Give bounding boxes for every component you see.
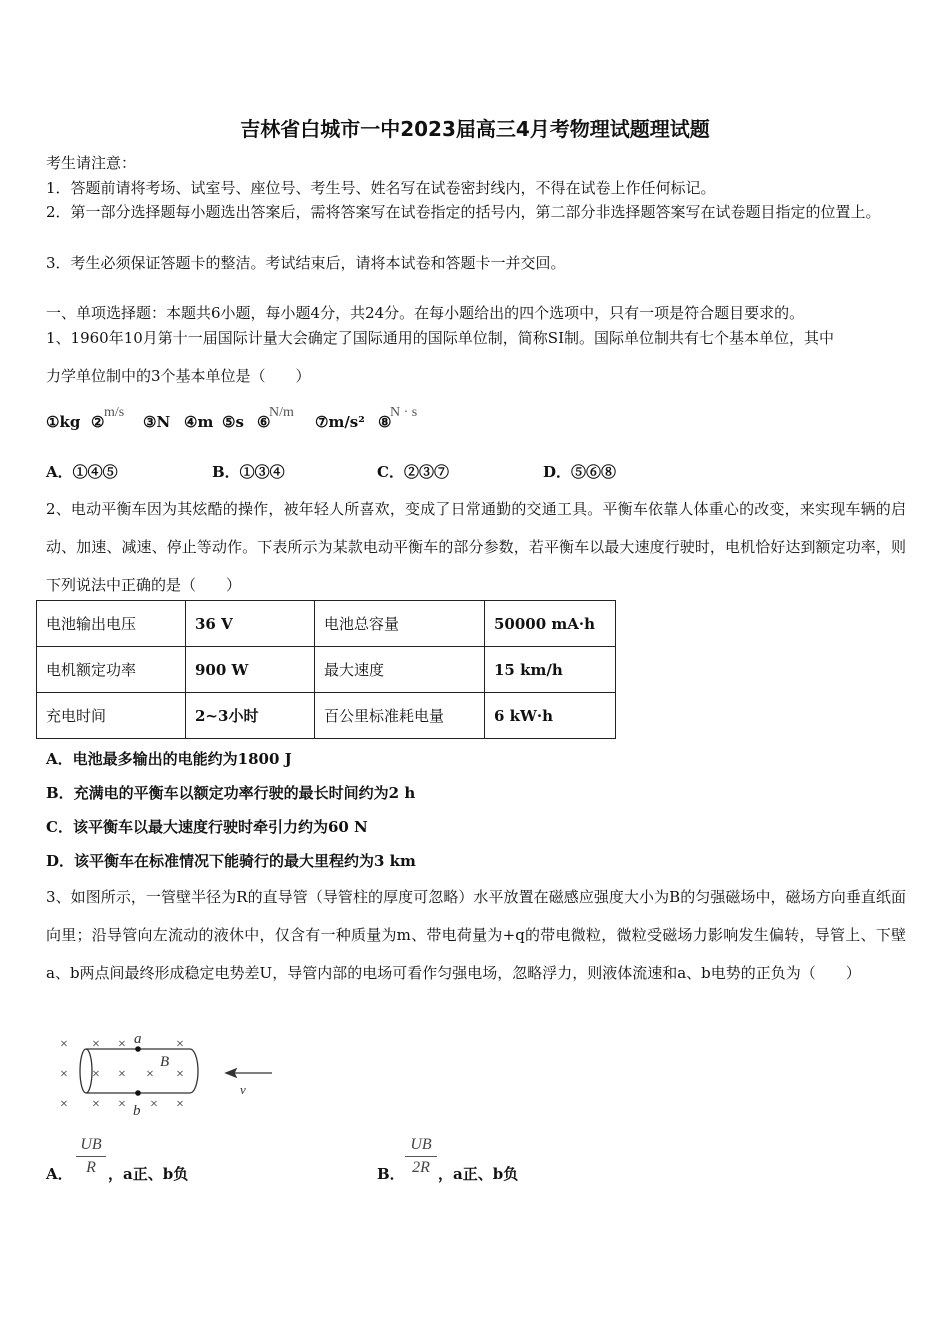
- section-heading: 一、单项选择题：本题共6小题，每小题4分，共24分。在每小题给出的四个选项中，只有一项是符合题目要求的。: [46, 304, 805, 322]
- velocity-arrow-icon: [226, 1069, 272, 1077]
- q1-option-c[interactable]: C．②③⑦: [377, 463, 449, 481]
- q3-option-a-letter[interactable]: A．: [46, 1165, 73, 1183]
- page-title: 吉林省白城市一中2023届高三4月考物理试题理试题: [240, 117, 710, 141]
- field-cross: ×: [60, 1037, 68, 1052]
- notice-heading: 考生请注意：: [46, 154, 137, 172]
- label-v: v: [240, 1082, 246, 1097]
- label-a: a: [134, 1031, 142, 1047]
- q3-option-a-formula: [76, 1134, 106, 1179]
- q2-option-a[interactable]: A．电池最多输出的电能约为1800 J: [46, 750, 292, 768]
- field-cross: ×: [118, 1037, 126, 1052]
- q2-text: 2、电动平衡车因为其炫酷的操作，被年轻人所喜欢，变成了日常通勤的交通工具。平衡车依靠人体重心的改变，来实现车辆的启动、加速、减速、停止等动作。下表所示为某款电动平衡车的部分参数，若平衡车以最大速度行驶时，电机恰好达到额定功率，则下列说法中正确的是（ ）: [46, 500, 906, 594]
- label-B: B: [160, 1054, 170, 1070]
- table-cell: 900 W: [186, 647, 315, 693]
- table-cell: 电机额定功率: [37, 647, 186, 693]
- q3-text: 3、如图所示，一管壁半径为R的直导管（导管柱的厚度可忽略）水平放置在磁感应强度大小为B的匀强磁场中，磁场方向垂直纸面向里；沿导管向左流动的液休中，仅含有一种质量为m、带电荷量为+q的带电微粒，微粒受磁场力影响发生偏转，导管上、下壁a、b两点间最终形成稳定电势差U，导管内部的电场可看作匀强电场，忽略浮力，则液体流速和a、b电势的正负为（ ）: [46, 888, 906, 982]
- magnetic-field-diagram: [50, 1028, 290, 1124]
- table-row: [37, 647, 616, 693]
- table-cell: 百公里标准耗电量: [315, 693, 485, 739]
- q1-unit: ⑦m/s²: [315, 413, 365, 431]
- notice-item: 2．第一部分选择题每小题选出答案后，需将答案写在试卷指定的括号内，第二部分非选择题答案写在试卷题目指定的位置上。: [46, 203, 881, 221]
- formula-numerator: UB: [76, 1134, 106, 1157]
- q3-option-b-suffix: ，a正、b负: [438, 1165, 519, 1183]
- table-cell: 电池总容量: [315, 601, 485, 647]
- table-row: [37, 601, 616, 647]
- table-cell: 2~3小时: [186, 693, 315, 739]
- notice-item: 1．答题前请将考场、试室号、座位号、考生号、姓名写在试卷密封线内，不得在试卷上作任何标记。: [46, 179, 716, 197]
- field-cross: ×: [92, 1097, 100, 1112]
- q1-unit-formula: N · s: [390, 405, 418, 420]
- formula-denominator: 2R: [412, 1159, 430, 1176]
- table-cell: 充电时间: [37, 693, 186, 739]
- q1-unit: ④m: [184, 413, 214, 431]
- field-cross: ×: [92, 1067, 100, 1082]
- q1-option-b[interactable]: B．①③④: [212, 463, 285, 481]
- q2-option-d[interactable]: D．该平衡车在标准情况下能骑行的最大里程约为3 km: [46, 852, 416, 870]
- table-cell: 最大速度: [315, 647, 485, 693]
- q1-text: 力学单位制中的3个基本单位是（ ）: [46, 367, 311, 385]
- q1-option-d[interactable]: D．⑤⑥⑧: [543, 463, 617, 481]
- notice-item: 3．考生必须保证答题卡的整洁。考试结束后，请将本试卷和答题卡一并交回。: [46, 254, 566, 272]
- field-cross: ×: [118, 1097, 126, 1112]
- q3-option-a-suffix: ，a正、b负: [108, 1165, 189, 1183]
- field-cross: ×: [60, 1097, 68, 1112]
- q1-unit: ⑥: [257, 413, 271, 431]
- field-cross: ×: [176, 1037, 184, 1052]
- q1-unit-formula: N/m: [269, 405, 294, 420]
- field-cross: ×: [146, 1067, 154, 1082]
- field-cross: ×: [176, 1067, 184, 1082]
- point-b: [135, 1090, 141, 1096]
- table-cell: 6 kW·h: [485, 693, 616, 739]
- q1-unit: ③N: [143, 413, 171, 431]
- point-a: [135, 1046, 141, 1052]
- formula-denominator: R: [86, 1159, 96, 1176]
- q3-option-b-formula: [405, 1134, 437, 1179]
- field-cross: ×: [150, 1097, 158, 1112]
- q1-unit-formula: m/s: [104, 405, 125, 420]
- table-row: [37, 693, 616, 739]
- table-cell: 电池输出电压: [37, 601, 186, 647]
- q1-unit: ⑧: [378, 413, 392, 431]
- label-b: b: [133, 1103, 141, 1119]
- q1-option-a[interactable]: A．①④⑤: [46, 463, 118, 481]
- field-cross: ×: [60, 1067, 68, 1082]
- q2-option-b[interactable]: B．充满电的平衡车以额定功率行驶的最长时间约为2 h: [46, 784, 416, 802]
- q2-option-c[interactable]: C．该平衡车以最大速度行驶时牵引力约为60 N: [46, 818, 368, 836]
- q1-unit: ①kg: [46, 413, 81, 431]
- q1-unit: ⑤s: [222, 413, 244, 431]
- table-cell: 36 V: [186, 601, 315, 647]
- formula-numerator: UB: [405, 1134, 437, 1157]
- field-cross: ×: [92, 1037, 100, 1052]
- table-cell: 15 km/h: [485, 647, 616, 693]
- table-cell: 50000 mA·h: [485, 601, 616, 647]
- q1-unit: ②: [91, 413, 105, 431]
- field-cross: ×: [118, 1067, 126, 1082]
- q1-text: 1、1960年10月第十一届国际计量大会确定了国际通用的国际单位制，简称SI制。国际单位制共有七个基本单位，其中: [46, 329, 835, 347]
- q3-option-b-letter[interactable]: B．: [377, 1165, 405, 1183]
- field-cross: ×: [176, 1097, 184, 1112]
- parameter-table: [36, 600, 616, 739]
